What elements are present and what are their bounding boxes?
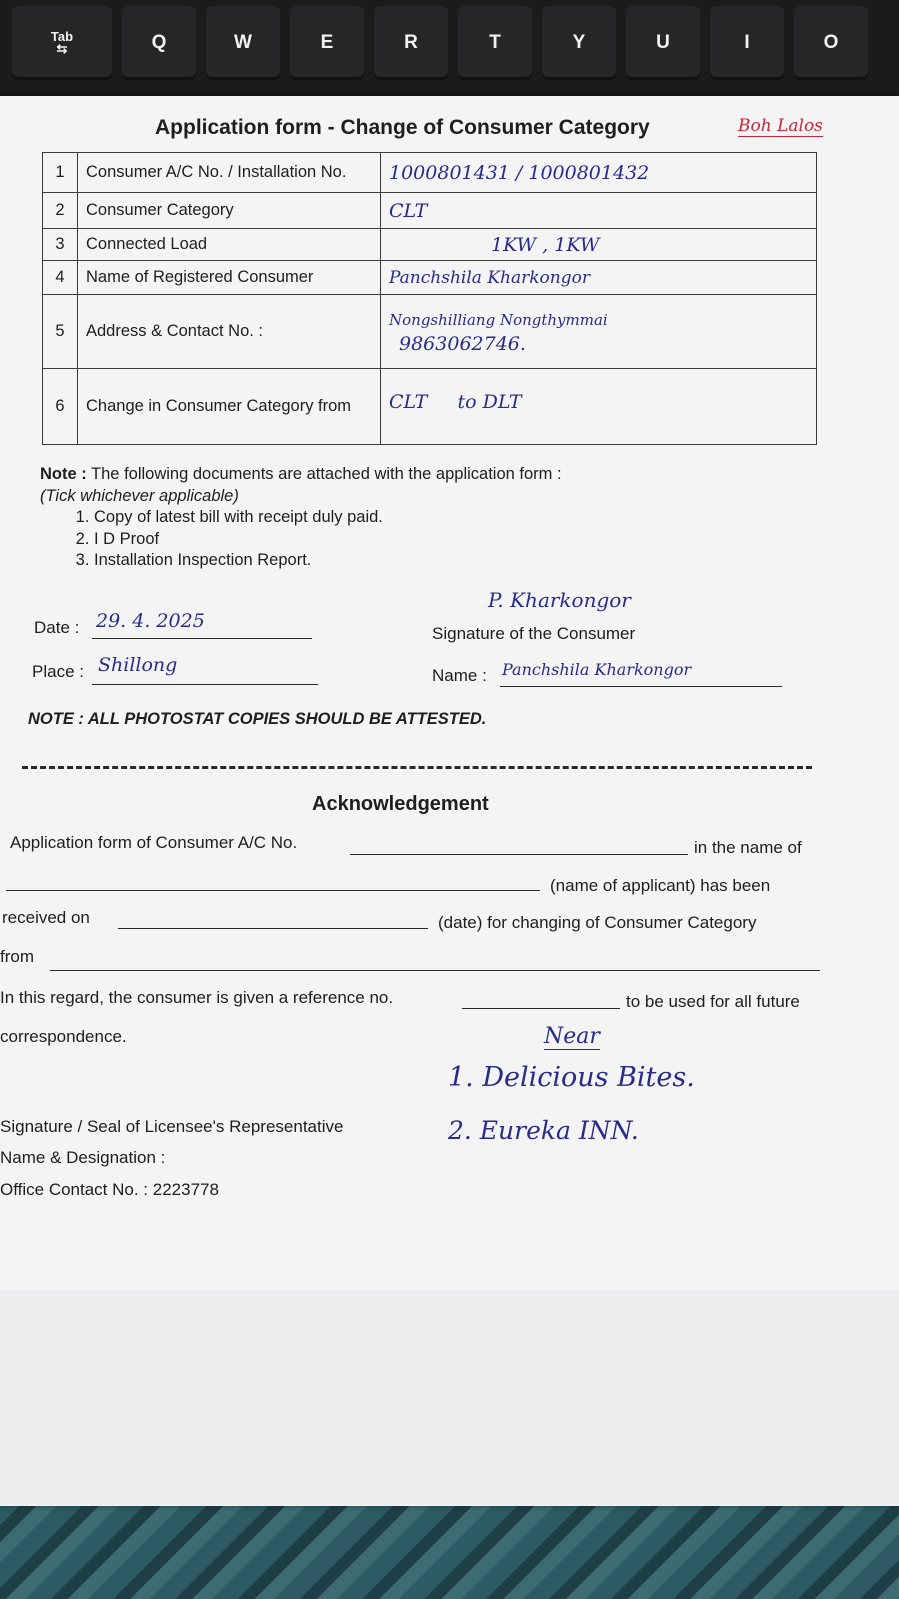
row-label: Address & Contact No. : [78,295,381,369]
contact-value: 9863062746. [399,332,526,355]
note-line [40,464,562,486]
key-q: Q [122,6,196,80]
ack-line1-start: Application form of Consumer A/C No. [10,833,298,852]
table-row [43,153,817,193]
hand-note-near: Near [544,1024,600,1049]
note-sub: (Tick whichever applicable) [40,486,239,505]
list-item: 3. Installation Inspection Report. [94,550,562,572]
acknowledgement-title: Acknowledgement [312,793,489,815]
key-r: R [374,6,448,80]
signature-label: Signature of the Consumer [432,624,636,643]
date-value: 29. 4. 2025 [96,610,205,632]
ack-line3-end: (date) for changing of Consumer Category [438,913,757,932]
form-title: Application form - Change of Consumer Category [155,116,650,139]
place-value: Shillong [98,654,178,676]
fabric-background [0,1500,899,1599]
row-value [381,295,817,369]
attest-note: NOTE : ALL PHOTOSTAT COPIES SHOULD BE ATTESTED. [28,710,487,728]
documents-list [40,507,562,572]
row-value: 1KW , 1KW [381,229,817,261]
row-number: 5 [43,295,78,369]
key-e: E [290,6,364,80]
ack-line1-end: in the name of [694,838,802,857]
row-label: Consumer Category [78,193,381,229]
ack-line3-start: received on [2,908,90,927]
key-i: I [710,6,784,80]
row-number: 3 [43,229,78,261]
office-contact: Office Contact No. : 2223778 [0,1180,219,1199]
note-text: The following documents are attached with the application form : [91,465,562,483]
row-value: CLT to DLT [381,369,817,445]
row-value: 1000801431 / 1000801432 [381,153,817,193]
ack-name-blank [6,870,540,891]
ack-from-blank [50,950,820,971]
row-number: 4 [43,261,78,295]
ack-line6: correspondence. [0,1027,127,1046]
note-heading: Note : [40,465,87,483]
row-label: Connected Load [78,229,381,261]
row-label: Consumer A/C No. / Installation No. [78,153,381,193]
list-item: 1. Copy of latest bill with receipt duly paid. [94,507,562,529]
place-label: Place : [32,662,84,681]
row-value: CLT [381,193,817,229]
ack-line5-end: to be used for all future [626,992,800,1011]
address-value: Nongshilliang Nongthymmai [389,310,608,329]
note-block [40,464,562,572]
key-t: T [458,6,532,80]
ack-line4: from [0,947,34,966]
table-row [43,295,817,369]
table-row [43,193,817,229]
ack-line5-start: In this regard, the consumer is given a reference no. [0,988,394,1007]
keyboard-strip [0,0,899,100]
ack-date-blank [118,908,428,929]
ack-reference-blank [462,988,620,1009]
key-o: O [794,6,868,80]
list-item: 2. I D Proof [94,529,562,551]
corner-note: Boh Lalos [738,116,823,136]
designation-label: Name & Designation : [0,1148,166,1167]
row-label: Change in Consumer Category from [78,369,381,445]
row-number: 2 [43,193,78,229]
key-u: U [626,6,700,80]
name-value: Panchshila Kharkongor [502,660,692,679]
row-value: Panchshila Kharkongor [381,261,817,295]
licensee-signature-label: Signature / Seal of Licensee's Representative [0,1117,344,1136]
key-y: Y [542,6,616,80]
ack-account-blank [350,834,688,855]
table-row [43,261,817,295]
consumer-signature: P. Kharkongor [488,588,631,612]
ack-line2: (name of applicant) has been [550,876,771,895]
cut-line [22,766,812,769]
key-tab: Tab ⇆ [12,6,112,80]
hand-note-1: 1. Delicious Bites. [448,1062,695,1093]
key-w: W [206,6,280,80]
table-row [43,229,817,261]
row-number: 6 [43,369,78,445]
table-row [43,369,817,445]
hand-note-2: 2. Eureka INN. [448,1116,639,1145]
row-number: 1 [43,153,78,193]
application-table [42,152,817,445]
row-label: Name of Registered Consumer [78,261,381,295]
paper-lower-shade [0,1290,899,1505]
date-label: Date : [34,618,80,637]
name-label: Name : [432,666,487,685]
